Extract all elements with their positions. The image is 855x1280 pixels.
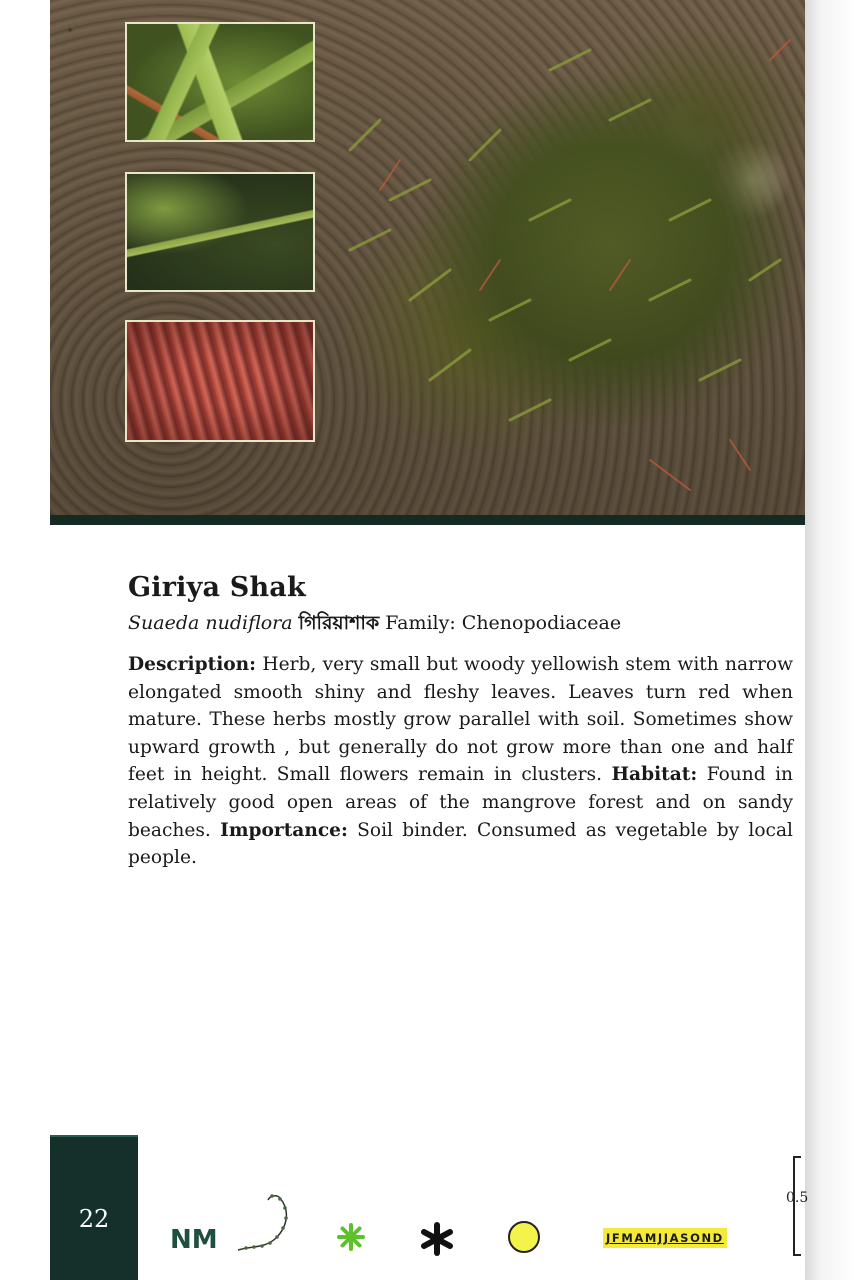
habitat-label: Habitat: bbox=[611, 764, 698, 786]
species-subtitle bbox=[128, 609, 793, 641]
local-name: গিরিয়াশাক bbox=[298, 612, 380, 634]
green-star-icon bbox=[336, 1222, 366, 1252]
plant-sketch-icon bbox=[232, 1188, 296, 1258]
inset-photo-stem bbox=[125, 172, 315, 292]
importance-text: Soil binder. Consumed as vegetable by local people. bbox=[128, 819, 793, 869]
family-text: Family: Chenopodiaceae bbox=[385, 612, 622, 634]
species-entry bbox=[128, 572, 793, 872]
scale-bar bbox=[793, 1156, 803, 1256]
page-left-margin bbox=[0, 0, 50, 1280]
flowering-months: JFMAMJJASOND bbox=[603, 1228, 727, 1248]
inset-photo-red-plant bbox=[125, 320, 315, 442]
page-number-box bbox=[50, 1135, 138, 1280]
yellow-circle-icon bbox=[508, 1221, 540, 1253]
page-right-edge bbox=[805, 0, 855, 1280]
black-star-icon bbox=[420, 1222, 454, 1256]
inset-photo-leaves bbox=[125, 22, 315, 142]
description-paragraph bbox=[128, 651, 793, 872]
description-text: Herb, very small but woody yellowish stem with narrow elongated smooth shiny and fleshy leaves. Leaves turn red when mature. These herbs mostly grow parallel with soil. Sometimes show upward growth , but generally do not grow more than one and half feet in height. Small flowers remain in clusters. bbox=[128, 654, 793, 786]
scale-label: 0.5 bbox=[786, 1190, 809, 1206]
habitat-text: Found in relatively good open areas of the mangrove forest and on sandy beaches. bbox=[128, 764, 793, 841]
scientific-name: Suaeda nudiflora bbox=[128, 612, 293, 634]
description-label: Description: bbox=[128, 654, 257, 675]
page-number: 22 bbox=[78, 1205, 110, 1233]
header-divider-band bbox=[50, 515, 805, 525]
main-plant-photo bbox=[50, 0, 805, 515]
habit-code: NM bbox=[170, 1225, 218, 1255]
importance-label: Importance: bbox=[220, 819, 348, 841]
common-name-title: Giriya Shak bbox=[128, 572, 306, 603]
